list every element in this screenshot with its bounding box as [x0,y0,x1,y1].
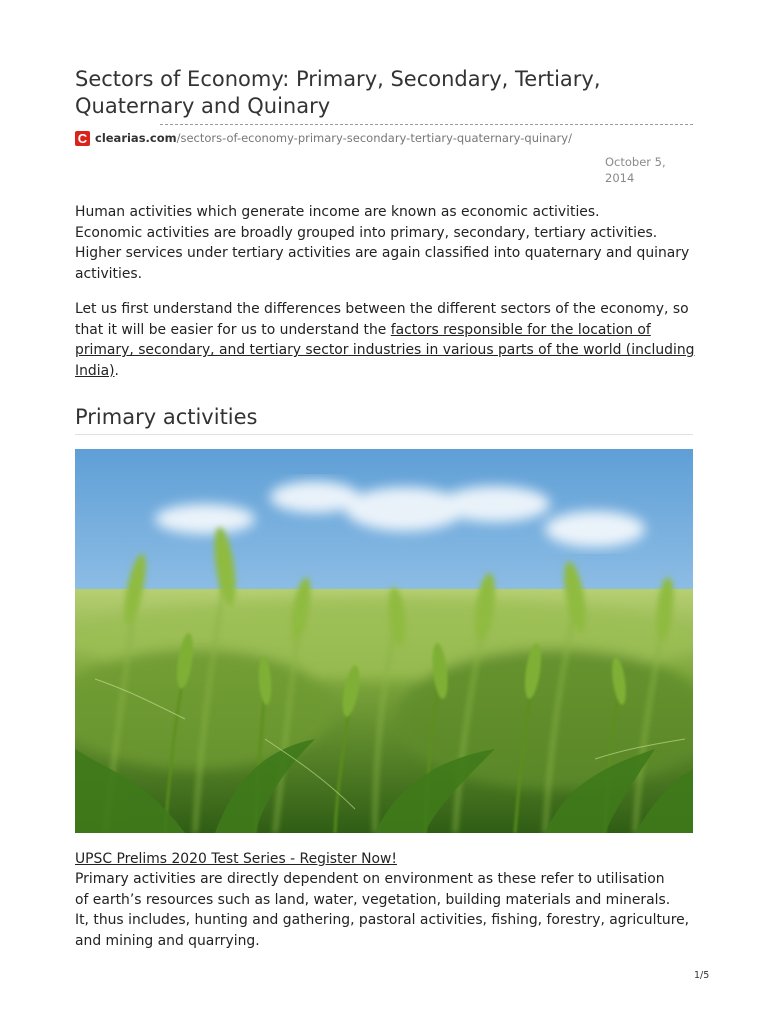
primary-activities-paragraph [75,869,695,952]
page-number: 1/5 [694,970,710,981]
intro-paragraph [75,202,695,285]
sectors-paragraph-end: . [114,363,119,380]
primary-line: It, thus includes, hunting and gathering, pastoral activities, fishing, forestry, agriculture, and mining and quarrying. [75,912,690,950]
primary-line: of earth’s resources such as land, water, vegetation, building materials and minerals. [75,891,671,908]
clearias-logo-icon: C [75,131,90,146]
header-divider [160,124,693,125]
intro-line: Higher services under tertiary activities are again classified into quaternary and quinary activities. [75,245,690,283]
section-divider [75,434,693,435]
sectors-paragraph-text: Let us first understand the differences between the different sectors of the economy, so that it will be easier for us to understand the [75,301,689,338]
article-title: Sectors of Economy: Primary, Secondary, Tertiary, Quaternary and Quinary [75,67,601,118]
wheat-field-photo [75,449,693,833]
sectors-paragraph [75,299,695,382]
intro-line: Human activities which generate income are known as economic activities. [75,204,600,220]
intro-line: Economic activities are broadly grouped into primary, secondary, tertiary activities. [75,224,658,241]
section-heading-primary: Primary activities [75,405,258,429]
source-domain[interactable]: clearias.com [95,131,177,145]
source-url[interactable] [75,129,572,147]
location-factors-link[interactable]: factors responsible for the location of primary, secondary, and tertiary sector industries in various parts of the world (including India) [75,321,695,380]
primary-line: Primary activities are directly dependent on environment as these refer to utilisation [75,871,665,887]
register-link[interactable]: UPSC Prelims 2020 Test Series - Register Now! [75,851,397,867]
publish-date: October 5, 2014 [605,155,666,185]
source-path[interactable]: /sectors-of-economy-primary-secondary-tertiary-quaternary-quinary/ [176,131,572,145]
